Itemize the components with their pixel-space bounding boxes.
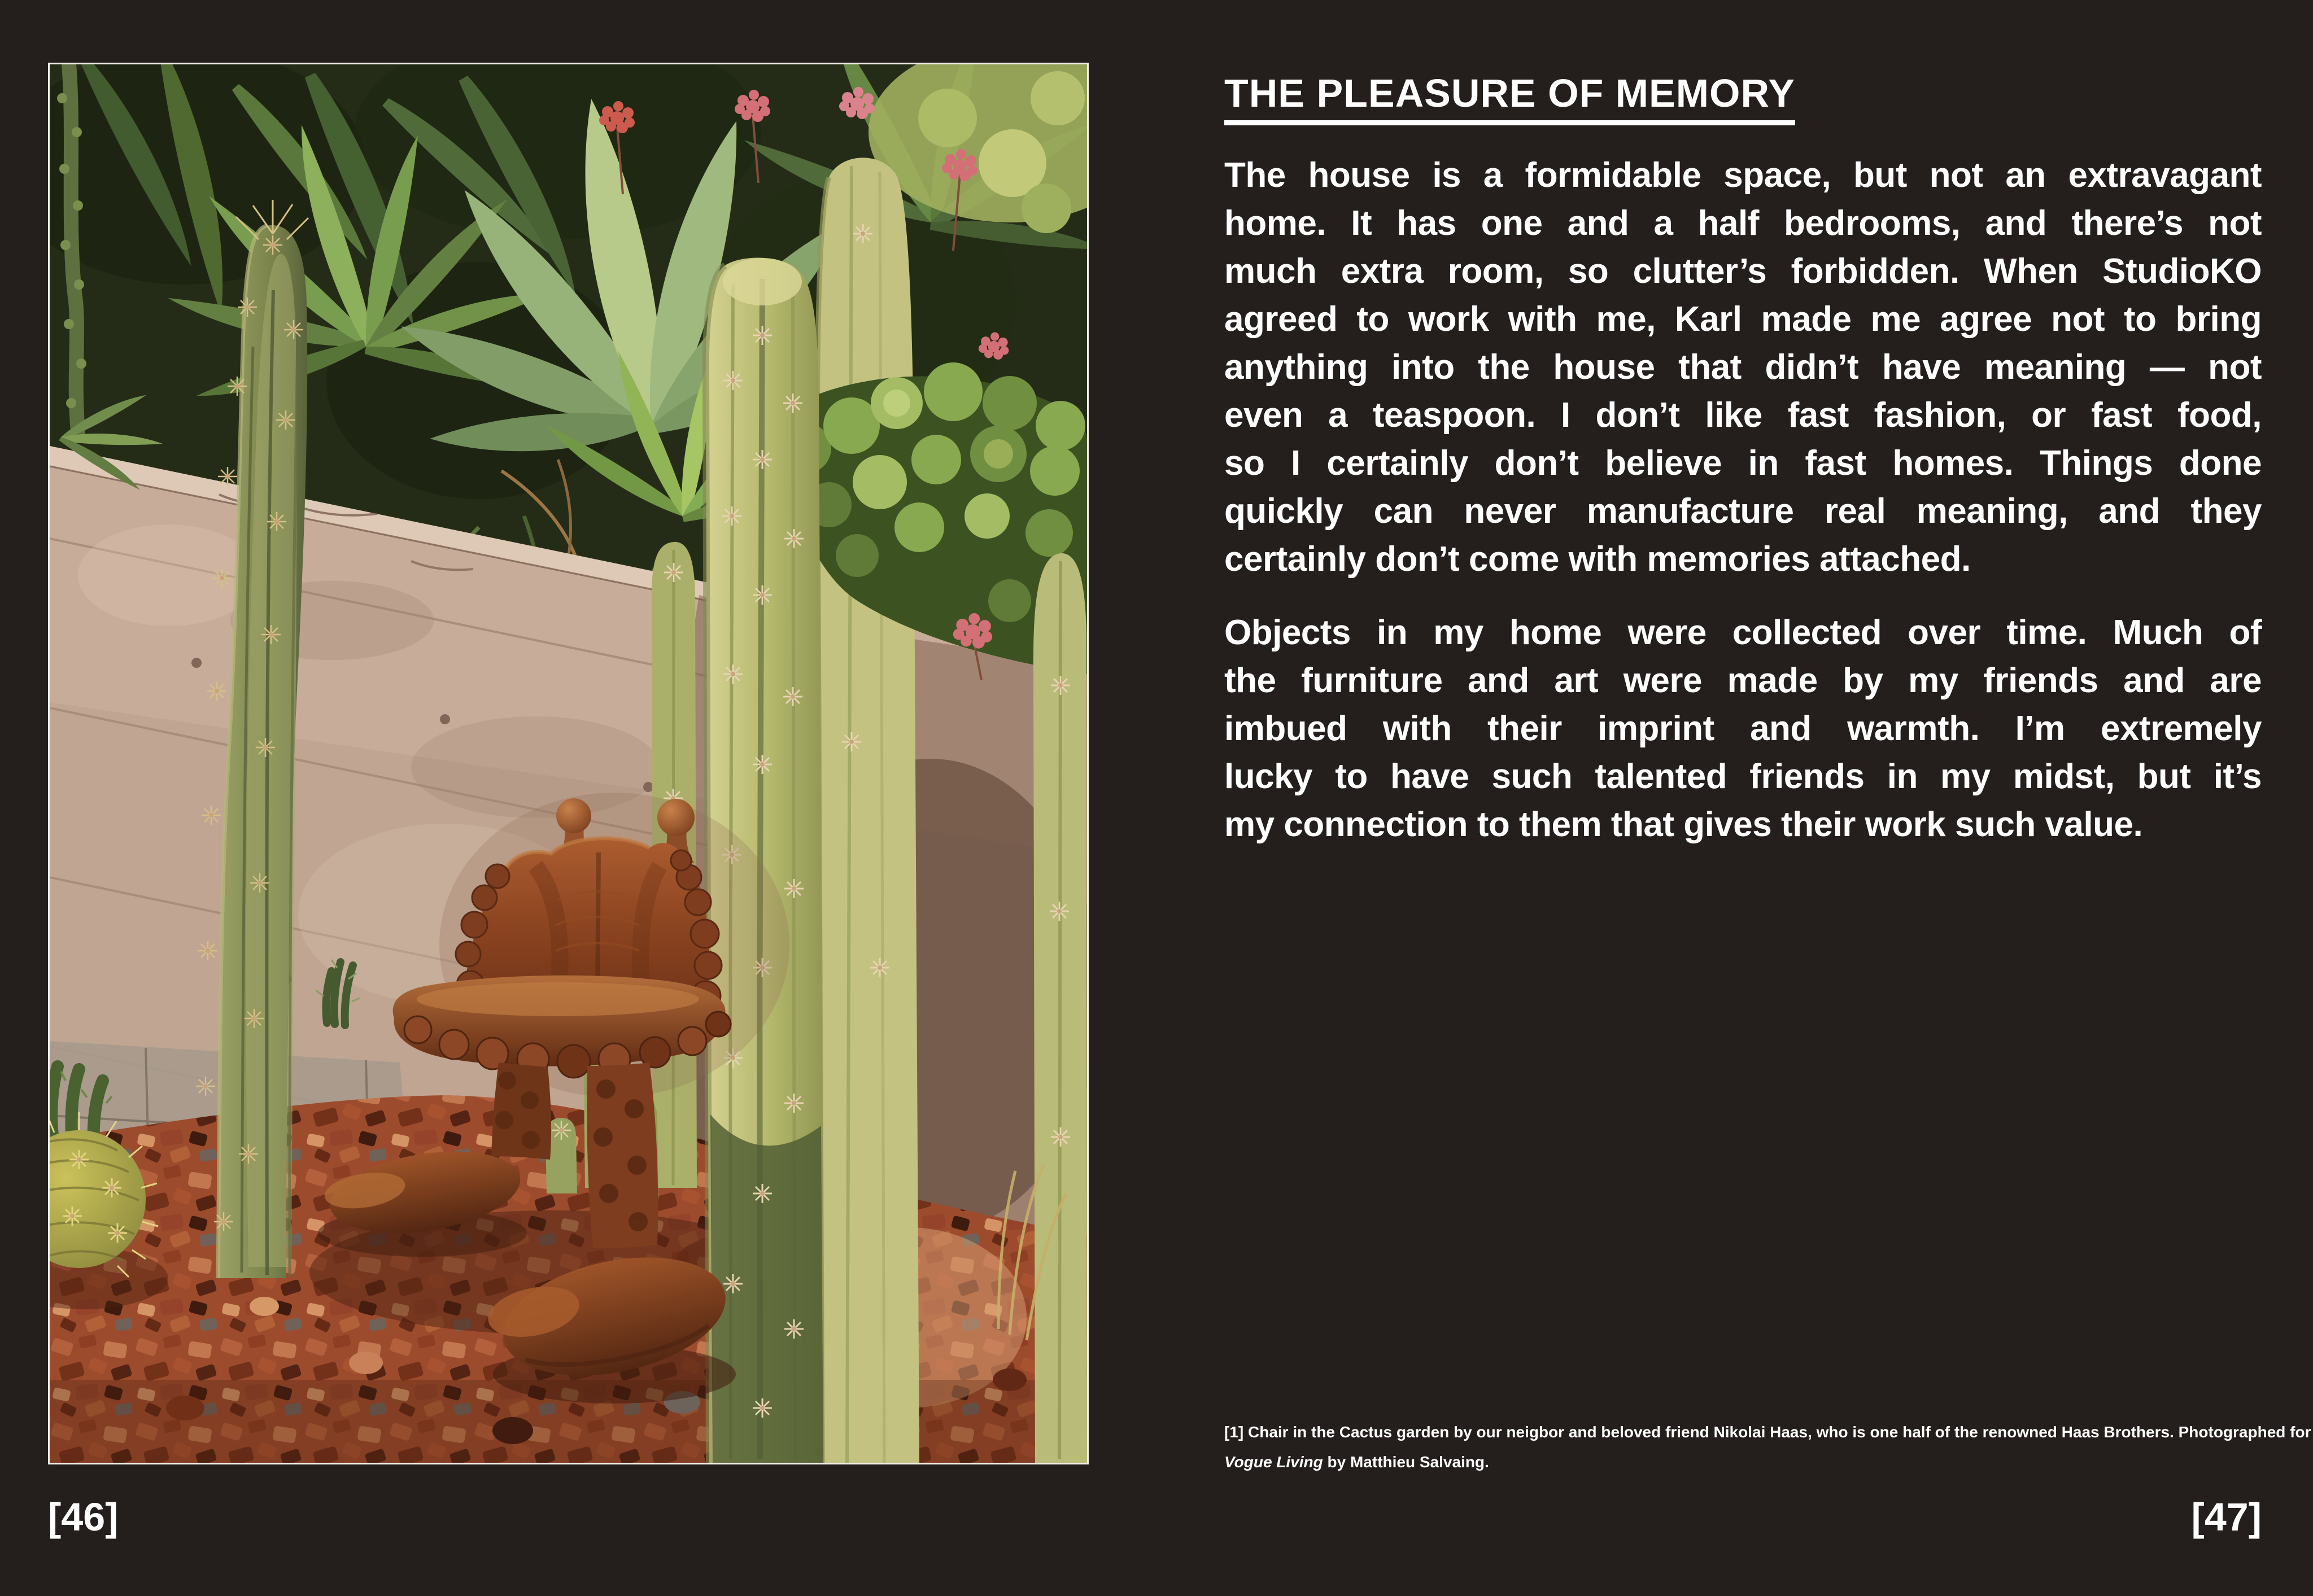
caption-line-1: [1] Chair in the Cactus garden by our neigbor and beloved friend Nikolai Haas, who is one half of the renowned Haas Brothers. Photographed for [1224,1423,2311,1441]
text-line: lucky to have such talented friends in my midst, but it’s [1224,757,2262,796]
paragraph-2 [1224,609,2262,849]
text-line: The house is a formidable space, but not an extravagant [1224,156,2262,195]
text-line: Objects in my home were collected over time. Much of [1224,613,2262,652]
text-line: agreed to work with me, Karl made me agree not to bring [1224,300,2262,339]
text-line: anything into the house that didn’t have meaning — not [1224,348,2262,387]
photo-caption [1224,1417,2312,1477]
paragraph-1 [1224,151,2262,583]
caption-publication: Vogue Living [1224,1453,1323,1471]
text-line: the furniture and art were made by my friends and are [1224,661,2262,700]
text-line: certainly don’t come with memories attached. [1224,540,1971,579]
caption-line-2 [1224,1447,2312,1477]
text-line: my connection to them that gives their work such value. [1224,805,2143,844]
text-line: much extra room, so clutter’s forbidden. When StudioKO [1224,252,2262,291]
page-number-left: [46] [48,1495,119,1539]
text-line: quickly can never manufacture real meaning, and they [1224,492,2262,531]
text-line: home. It has one and a half bedrooms, and there’s not [1224,204,2262,243]
article-title: THE PLEASURE OF MEMORY [1224,73,1795,125]
garden-photo-illustration [50,64,1087,1463]
page-number-right: [47] [2191,1495,2262,1539]
text-line: imbued with their imprint and warmth. I’m extremely [1224,709,2262,748]
text-line: even a teaspoon. I don’t like fast fashion, or fast food, [1224,396,2262,435]
text-line: so I certainly don’t believe in fast homes. Things done [1224,444,2262,483]
caption-credit: by Matthieu Salvaing. [1323,1453,1489,1471]
garden-photo [48,63,1089,1464]
article-column [1224,73,2262,849]
